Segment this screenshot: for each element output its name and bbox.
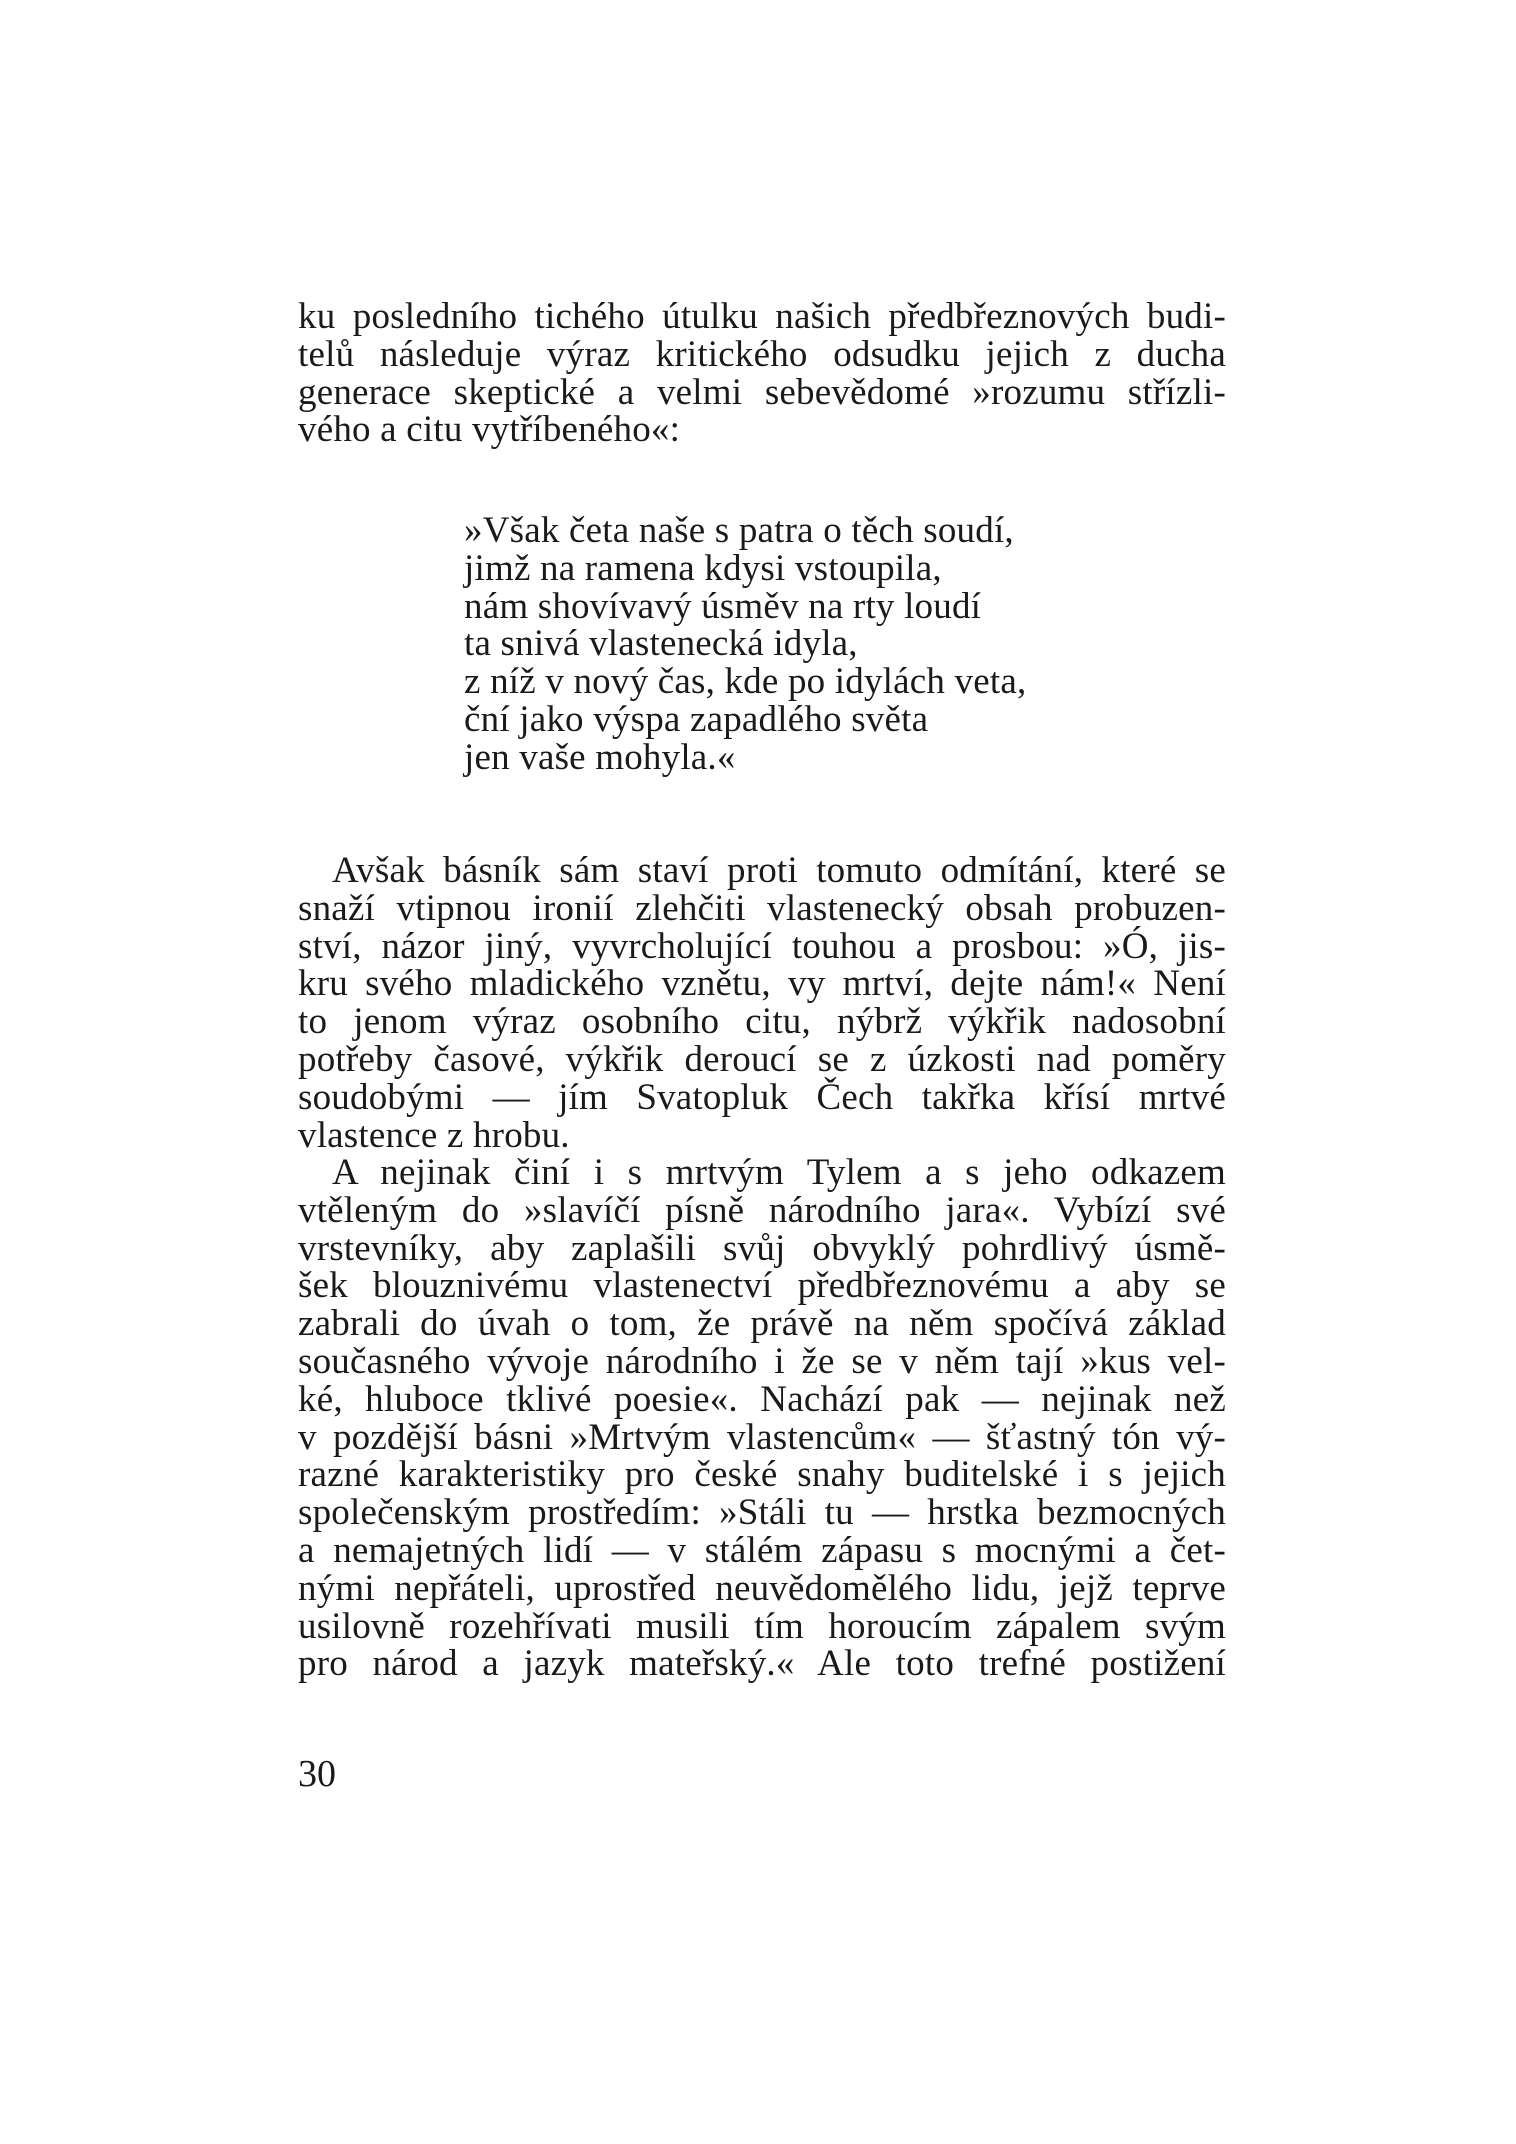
text-line: ku posledního tichého útulku našich předbřeznových budi- bbox=[298, 296, 1226, 337]
poem-line: jimž na ramena kdysi vstoupila, bbox=[464, 547, 942, 589]
text-line: nými nepřáteli, uprostřed neuvědomělého lidu, jejž teprve bbox=[298, 1567, 1226, 1609]
text-line: telů následuje výraz kritického odsudku jejich z ducha bbox=[298, 333, 1226, 375]
text-line: vlastence z hrobu. bbox=[298, 1114, 570, 1156]
text-line: Avšak básník sám staví proti tomuto odmítání, které se bbox=[332, 850, 1226, 891]
text-line: soudobými — jím Svatopluk Čech takřka křísí mrtvé bbox=[298, 1076, 1226, 1118]
poem-line: »Však četa naše s patra o těch soudí, bbox=[464, 510, 1014, 551]
text-line: vého a citu vytříbeného«: bbox=[298, 409, 681, 451]
text-line: snaží vtipnou ironií zlehčiti vlastenecký obsah probuzen- bbox=[298, 887, 1226, 929]
text-line: potřeby časové, výkřik deroucí se z úzkosti nad poměry bbox=[298, 1038, 1226, 1080]
poem-quotation bbox=[464, 512, 1164, 777]
text-line: generace skeptické a velmi sebevědomé »rozumu střízli- bbox=[298, 371, 1226, 413]
text-line: vrstevníky, aby zaplašili svůj obvyklý pohrdlivý úsmě- bbox=[298, 1227, 1226, 1269]
paragraph-2 bbox=[298, 1154, 1226, 1683]
text-line: razné karakteristiky pro české snahy buditelské i s jejich bbox=[298, 1454, 1226, 1496]
text-line: ství, názor jiný, vyvrcholující touhou a prosbou: »Ó, jis- bbox=[298, 925, 1226, 967]
text-line: současného vývoje národního i že se v něm tají »kus vel- bbox=[298, 1340, 1226, 1382]
page-number: 30 bbox=[298, 1753, 336, 1795]
text-line: A nejinak činí i s mrtvým Tylem a s jeho odkazem bbox=[332, 1152, 1226, 1193]
text-line: usilovně rozehřívati musili tím horoucím zápalem svým bbox=[298, 1605, 1226, 1647]
text-line: společenským prostředím: »Stáli tu — hrstka bezmocných bbox=[298, 1492, 1226, 1534]
text-line: to jenom výraz osobního citu, nýbrž výkřik nadosobní bbox=[298, 1001, 1226, 1043]
text-line: a nemajetných lidí — v stálém zápasu s mocnými a čet- bbox=[298, 1529, 1226, 1571]
text-line: vtěleným do »slavíčí písně národního jara«. Vybízí své bbox=[298, 1189, 1226, 1231]
poem-line: ční jako výspa zapadlého světa bbox=[464, 698, 929, 740]
poem-line: nám shovívavý úsměv na rty loudí bbox=[464, 585, 982, 627]
poem-line: jen vaše mohyla.« bbox=[464, 736, 736, 778]
paragraph-1 bbox=[298, 852, 1226, 1154]
text-line: ké, hluboce tklivé poesie«. Nachází pak — nejinak než bbox=[298, 1378, 1226, 1420]
text-line: pro národ a jazyk mateřský.« Ale toto trefné postižení bbox=[298, 1643, 1226, 1685]
text-line: kru svého mladického vznětu, vy mrtví, dejte nám!« Není bbox=[298, 963, 1226, 1005]
text-line: v pozdější básni »Mrtvým vlastencům« — šťastný tón vý- bbox=[298, 1416, 1226, 1458]
text-line: šek blouznivému vlastenectví předbřeznovému a aby se bbox=[298, 1265, 1226, 1307]
poem-line: ta snivá vlastenecká idyla, bbox=[464, 623, 858, 665]
poem-line: z níž v nový čas, kde po idylách veta, bbox=[464, 661, 1027, 703]
text-line: zabrali do úvah o tom, že právě na něm spočívá základ bbox=[298, 1303, 1226, 1345]
intro-paragraph bbox=[298, 298, 1226, 449]
